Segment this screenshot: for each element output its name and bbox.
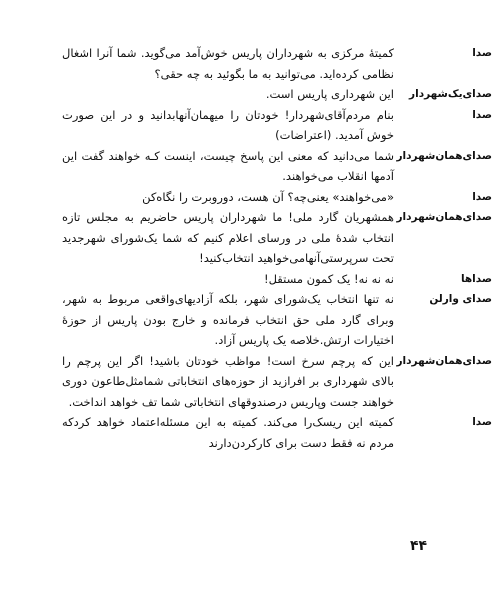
page-number: ۴۴ <box>410 538 428 554</box>
speaker-label: صدای‌همان‌شهردار <box>396 354 492 367</box>
dialogue-entry <box>62 207 492 269</box>
speech-text: «می‌خواهند» یعنی‌چه؟ آن هست، دوروبرت را نگاه‌کن <box>142 189 394 204</box>
dialogue-entry <box>62 351 492 413</box>
speaker-label: صدای‌یک‌شهردار <box>409 88 492 100</box>
speaker-label: صدای وارلن <box>429 293 492 305</box>
speech-text: نه تنها انتخاب یک‌شورای شهر، بلکه آزادیهای‌واقعی مربوط به شهر، وبرای گارد ملی حق انتخاب فرمانده و خارج بودن پاریس از حوزهٔ اختیارات ارتش.خلاصه یک پاریس آزاد. <box>62 292 394 347</box>
speech-text: این که پرچم سرخ است! مواظب خودتان باشید! اگر این پرچم را بالای شهرداری بر افرازید از حوزه‌های انتخاباتی شمامثل‌طاعون دوری خواهند جست وپاریس درصندوقهای انتخاباتی شما تف خواهد انداخت. <box>62 353 394 409</box>
speaker-label: صداها <box>460 272 492 285</box>
dialogue-block <box>62 43 492 453</box>
speaker-label: صدا <box>472 190 492 203</box>
speech-text: همشهریان گارد ملی! ما شهرداران پاریس حاضریم به مجلس تازه انتخاب شدهٔ ملی در ورسای اعلام کنیم که شما یک‌شورای شهرجدید تحت سرپرستی‌آنهامی‌خواهید انتخاب‌کنید! <box>62 210 394 265</box>
speech-text: بنام مردم‌آقای‌شهردار! خودتان را میهمان‌آنهابدانید و در این صورت خوش آمدید. (اعتراضات) <box>62 107 394 142</box>
dialogue-entry <box>62 269 492 290</box>
speaker-label: صدا <box>472 416 492 428</box>
dialogue-entry <box>62 412 492 453</box>
speaker-label: صدا <box>472 108 492 121</box>
dialogue-entry <box>62 84 492 105</box>
dialogue-entry <box>62 187 492 208</box>
speech-text: شما می‌دانید که معنی این پاسخ چیست، اینست کـه خواهند گفت این آدمها انقلاب می‌خواهند. <box>62 148 394 183</box>
speech-text: نه نه نه! یک کمون مستقل! <box>263 271 394 286</box>
speaker-label: صدا <box>472 47 492 59</box>
dialogue-entry <box>62 105 492 146</box>
speaker-label: صدای‌همان‌شهردار <box>396 149 492 162</box>
speech-text: کمیته این ریسک‌را می‌کند. کمیته به این مسئله‌اعتماد خواهد کردکه مردم نه فقط دست برای کارکردن‌دارند <box>62 415 394 450</box>
speech-text: این شهرداری پاریس است. <box>265 87 394 101</box>
speech-text: کمیتهٔ مرکزی به شهرداران پاریس خوش‌آمد می‌گوید. شما آنرا اشغال نظامی کرده‌اید. می‌توانید به ما بگوئید به چه حقی؟ <box>62 46 394 81</box>
dialogue-entry <box>62 146 492 187</box>
dialogue-entry <box>62 289 492 351</box>
dialogue-entry <box>62 43 492 84</box>
speaker-label: صدای‌همان‌شهردار <box>396 211 492 223</box>
